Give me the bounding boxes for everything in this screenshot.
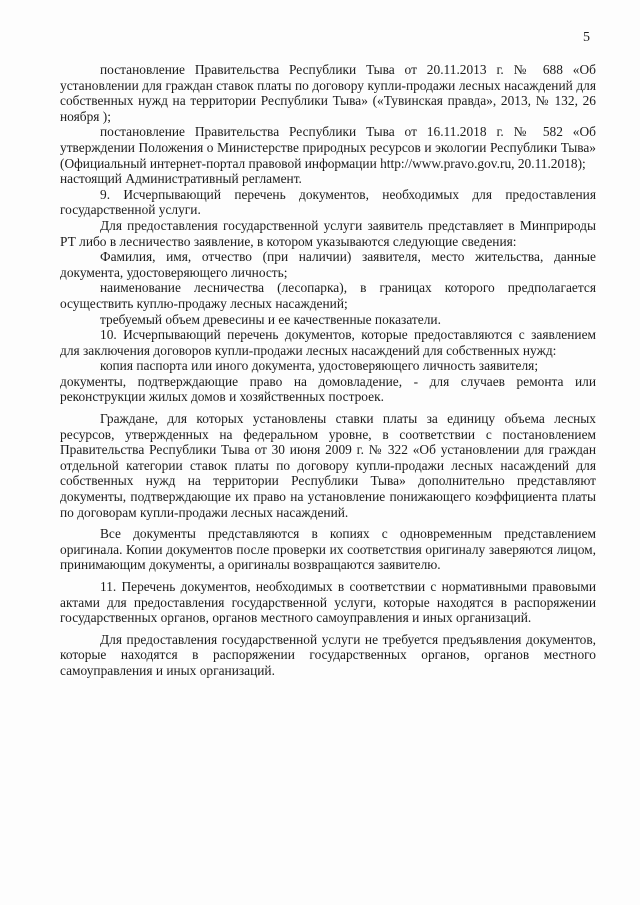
paragraph-applicant-name: Фамилия, имя, отчество (при наличии) заявителя, место жительства, данные документа, удостоверяющего личность;: [60, 249, 596, 280]
paragraph-regulation: настоящий Административный регламент.: [60, 171, 302, 187]
paragraph-copies: Все документы представляются в копиях с одновременным представлением оригинала. Копии документов после проверки их соответствия оригиналу заверяются лицом, принимающим документы, а оригиналы возвращаются заявителю.: [60, 526, 596, 573]
paragraph-forestry-name: наименование лесничества (лесопарка), в границах которого предполагается осуществить куплю-продажу лесных насаждений;: [60, 280, 596, 311]
paragraph-ownership-docs: документы, подтверждающие право на домовладение, - для случаев ремонта или реконструкции жилых домов и хозяйственных построек.: [60, 373, 596, 405]
paragraph-citizens-rates: Граждане, для которых установлены ставки платы за единицу объема лесных ресурсов, утвержденных на федеральном уровне, в соответствии с постановлением Правительства Республики Тыва от 30 июня 2009 г. № 322 «Об установлении для граждан отдельной категории ставок платы по договору купли-продажи лесных насаждений для собственных нужд на территории Республики Тыва» дополнительно представляют документы, подтверждающие их право на установление понижающего коэффициента платы по договорам купли-продажи лесных насаждений.: [60, 411, 596, 520]
paragraph-section-10: 10. Исчерпывающий перечень документов, которые предоставляются с заявлением для заключения договоров купли-продажи лесных насаждений для собственных нужд:: [60, 327, 596, 358]
paragraph-resolution-688: постановление Правительства Республики Тыва от 20.11.2013 г. № 688 «Об установлении для граждан ставок платы по договору купли-продажи лесных насаждений для собственных нужд на территории Республики Тыва» («Тувинская правда», 2013, № 132, 26 ноября );: [60, 62, 596, 124]
paragraph-section-9: 9. Исчерпывающий перечень документов, необходимых для предоставления государственной услуги.: [60, 186, 596, 218]
page-number: 5: [583, 30, 590, 45]
body-text: [60, 62, 596, 679]
paragraph-resolution-582: постановление Правительства Республики Тыва от 16.11.2018 г. № 582 «Об утверждении Положения о Министерстве природных ресурсов и экологии Республики Тыва» (Официальный интернет-портал правовой информации http://www.pravo.gov.ru, 20.11.2018);: [60, 124, 596, 171]
paragraph-passport-copy: копия паспорта или иного документа, удостоверяющего личность заявителя;: [100, 358, 539, 374]
paragraph-no-requirement: Для предоставления государственной услуги не требуется предъявления документов, которые находятся в распоряжении государственных органов, органов местного самоуправления и иных организаций.: [60, 631, 596, 678]
paragraph-wood-volume: требуемый объем древесины и ее качественные показатели.: [100, 311, 441, 327]
paragraph-application: Для предоставления государственной услуги заявитель представляет в Минприроды РТ либо в лесничество заявление, в котором указываются следующие сведения:: [60, 217, 596, 249]
paragraph-section-11: 11. Перечень документов, необходимых в соответствии с нормативными правовыми актами для предоставления государственной услуги, которые находятся в распоряжении государственных органов, органов местного самоуправления и иных организаций.: [60, 579, 596, 626]
